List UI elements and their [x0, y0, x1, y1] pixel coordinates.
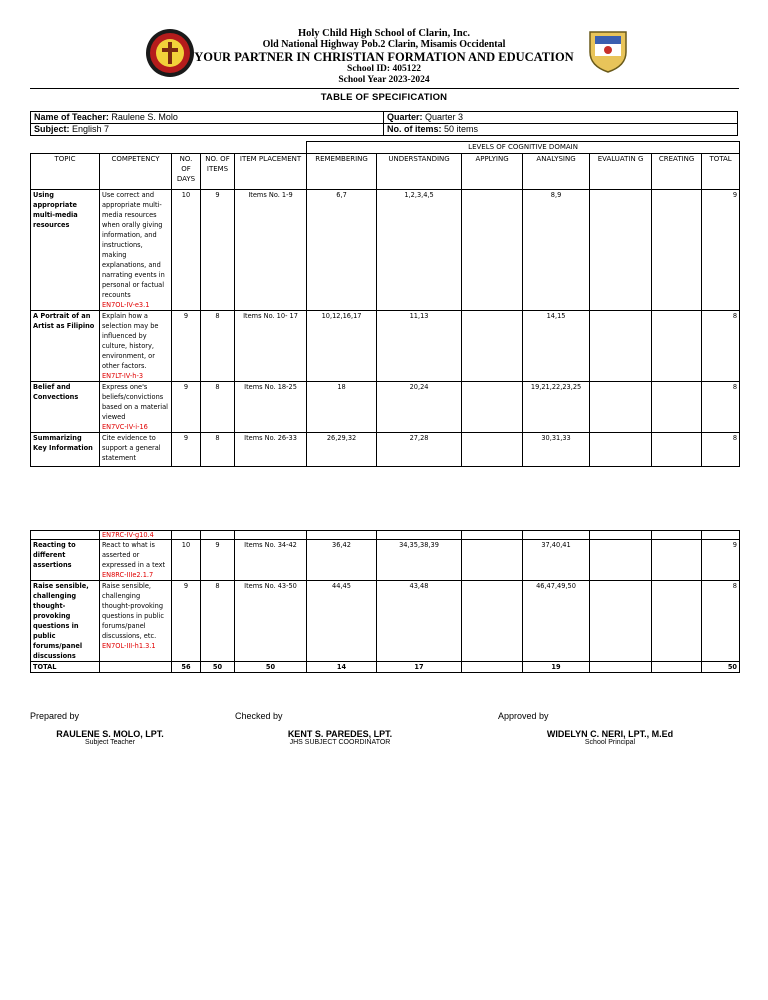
table-row: Raise sensible, challenging thought-provoking questions in public forums/panel discussions Raise sensible, challenging thought-provoking questions in public forums/panel discussions, etc. EN7OL-III-h1.3.1 9 8 Items No. 43-50 44,45 43,48 46,47,49,50 8 — [31, 581, 740, 662]
spec-table — [30, 141, 740, 467]
subject-cell: Subject: English 7 — [31, 124, 384, 136]
col-topic: TOPIC — [31, 154, 100, 190]
competency-code: EN7VC-IV-i-16 — [102, 423, 148, 431]
totals-row: TOTAL 56 50 50 14 17 19 50 — [31, 662, 740, 673]
quarter-cell: Quarter: Quarter 3 — [384, 112, 738, 124]
col-items: NO. OF ITEMS — [201, 154, 235, 190]
col-days: NO. OF DAYS — [172, 154, 201, 190]
competency-code: EN7LT-IV-h-3 — [102, 372, 144, 380]
competency-code: EN7RC-IV-g10.4 — [100, 531, 172, 540]
col-analysing: ANALYSING — [523, 154, 590, 190]
checked-by-label: Checked by — [235, 711, 283, 721]
prepared-signature: RAULENE S. MOLO, LPT. Subject Teacher — [56, 729, 164, 746]
school-header — [0, 28, 768, 86]
spec-table-continued — [30, 530, 740, 673]
table-row — [31, 531, 740, 540]
school-motto: YOUR PARTNER IN CHRISTIAN FORMATION AND EDUCATION — [194, 50, 574, 64]
col-understanding: UNDERSTANDING — [377, 154, 462, 190]
column-header-row — [31, 154, 740, 190]
approved-signature: WIDELYN C. NERI, LPT., M.Ed School Principal — [546, 729, 674, 746]
school-address: Old National Highway Pob.2 Clarin, Misamis Occidental — [262, 39, 506, 50]
info-table — [30, 111, 738, 136]
page-title: TABLE OF SPECIFICATION — [320, 92, 448, 103]
school-id: School ID: 405122 — [347, 64, 421, 74]
items-cell: No. of items: 50 items — [384, 124, 738, 136]
competency-code: EN7OL-III-h1.3.1 — [102, 642, 156, 650]
col-competency: COMPETENCY — [100, 154, 172, 190]
checked-signature: KENT S. PAREDES, LPT. JHS SUBJECT COORDINATOR — [287, 729, 393, 746]
prepared-by-label: Prepared by — [30, 711, 80, 721]
school-year: School Year 2023-2024 — [338, 75, 430, 85]
competency-code: EN7OL-IV-e3.1 — [102, 301, 150, 309]
table-row: A Portrait of an Artist as Filipino Explain how a selection may be influenced by culture, history, environment, or other factors. EN7LT-IV-h-3 9 8 Items No. 10- 17 10,12,16,17 11,13 14,15 8 — [31, 311, 740, 382]
col-placement: ITEM PLACEMENT — [235, 154, 307, 190]
competency-code: EN8RC-IIIe2.1.7 — [102, 571, 154, 579]
table-row: Reacting to different assertions React to what is asserted or expressed in a text EN8RC-IIIe2.1.7 10 9 Items No. 34-42 36,42 34,35,38,39 37,40,41 9 — [31, 540, 740, 581]
levels-header: LEVELS OF COGNITIVE DOMAIN — [307, 142, 740, 154]
table-row: Belief and Convections Express one's beliefs/convictions based on a material viewed EN7VC-IV-i-16 9 8 Items No. 18-25 18 20,24 19,21,22,23,25 8 — [31, 382, 740, 433]
col-remembering: REMEMBERING — [307, 154, 377, 190]
col-applying: APPLYING — [462, 154, 523, 190]
table-row: Using appropriate multi-media resources Use correct and appropriate multi-media resources when orally giving information, and instructions, making explanations, and narrating events in personal or factual recounts EN7OL-IV-e3.1 10 9 Items No. 1-9 6,7 1,2,3,4,5 8,9 9 — [31, 190, 740, 311]
col-creating: CREATING — [652, 154, 702, 190]
approved-by-label: Approved by — [498, 711, 549, 721]
school-name: Holy Child High School of Clarin, Inc. — [297, 28, 471, 39]
table-row: Summarizing Key Information Cite evidence to support a general statement 9 8 Items No. 26-33 26,29,32 27,28 30,31,33 8 — [31, 433, 740, 467]
col-evaluating: EVALUATIN G — [590, 154, 652, 190]
teacher-cell: Name of Teacher: Raulene S. Molo — [31, 112, 384, 124]
col-total: TOTAL — [702, 154, 740, 190]
header-divider — [30, 88, 739, 89]
